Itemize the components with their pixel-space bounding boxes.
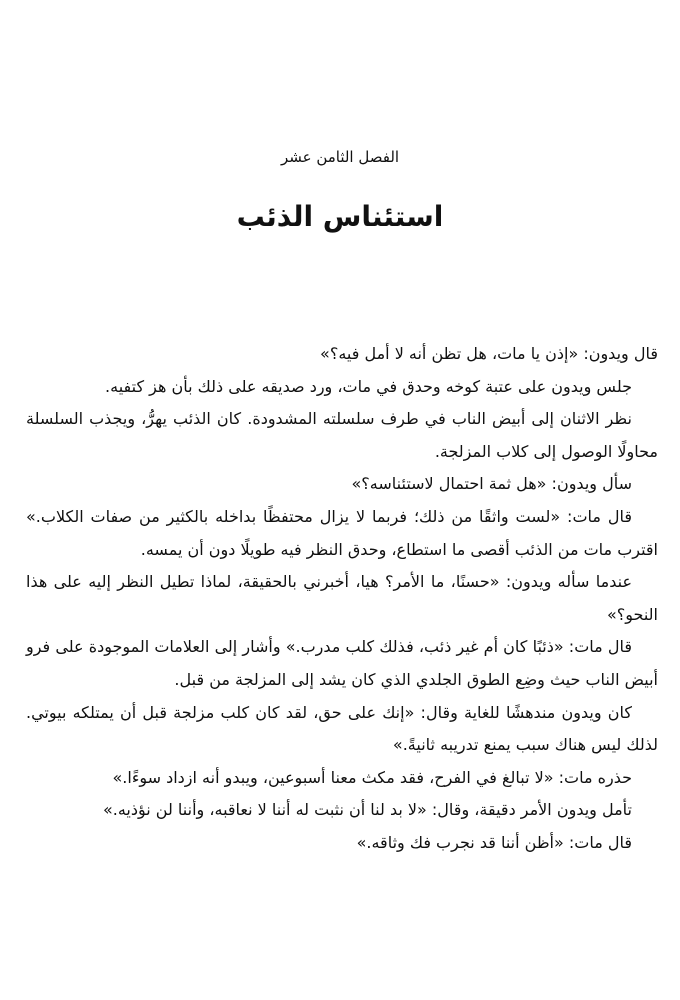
paragraph: جلس ويدون على عتبة كوخه وحدق في مات، ورد صديقه على ذلك بأن هز كتفيه.: [105, 376, 632, 396]
paragraph: قال ويدون: «إذن يا مات، هل تظن أنه لا أمل فيه؟»: [320, 344, 658, 363]
chapter-body: [26, 338, 658, 860]
paragraph: قال مات: «أظن أننا قد نجرب فك وثاقه.»: [356, 832, 632, 852]
paragraph: عندما سأله ويدون: «حسنًا، ما الأمر؟ هيا، أخبرني بالحقيقة، لماذا تطيل النظر إليه على هذا النحو؟»: [26, 572, 658, 624]
paragraph: قال مات: «لست واثقًا من ذلك؛ فربما لا يزال محتفظًا بداخله بالكثير من صفات الكلاب.» اقترب مات من الذئب أقصى ما استطاع، وحدق النظر فيه طويلًا دون أن يمسه.: [26, 506, 658, 559]
chapter-number: الفصل الثامن عشر: [280, 148, 400, 166]
paragraph: نظر الاثنان إلى أبيض الناب في طرف سلسلته المشدودة. كان الذئب يهرُّ، ويجذب السلسلة محاولًا الوصول إلى كلاب المزلجة.: [26, 409, 658, 461]
paragraph: قال مات: «ذئبًا كان أم غير ذئب، فذلك كلب مدرب.» وأشار إلى العلامات الموجودة على فرو أبيض الناب حيث وضِع الطوق الجلدي الذي كان يشد إلى المزلجة من قبل.: [26, 637, 658, 689]
paragraph: حذره مات: «لا تبالغ في الفرح، فقد مكث معنا أسبوعين، ويبدو أنه ازداد سوءًا.»: [112, 767, 632, 787]
paragraph: كان ويدون مندهشًا للغاية وقال: «إنك على حق، لقد كان كلب مزلجة قبل أن يمتلكه بيوتي. لذلك ليس هناك سبب يمنع تدريبه ثانيةً.»: [26, 702, 658, 755]
paragraph: تأمل ويدون الأمر دقيقة، وقال: «لا بد لنا أن نثبت له أننا لا نعاقبه، وأننا لن نؤذيه.»: [102, 800, 632, 820]
paragraph: سأل ويدون: «هل ثمة احتمال لاستئناسه؟»: [351, 474, 632, 494]
chapter-title: استئناس الذئب: [236, 200, 444, 233]
